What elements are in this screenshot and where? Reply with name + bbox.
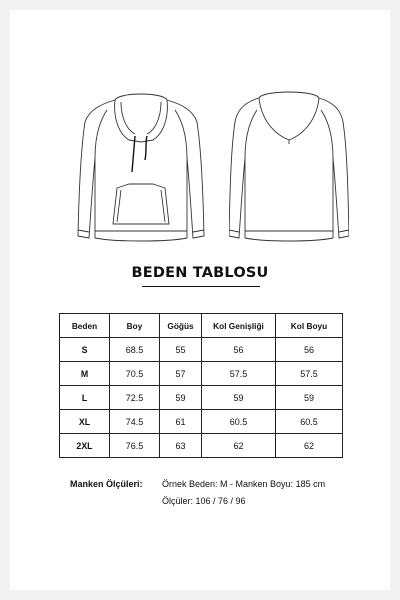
- mannequin-label: Manken Ölçüleri:: [70, 479, 143, 489]
- table-row: [60, 410, 343, 434]
- boy-cell: 72.5: [110, 386, 160, 410]
- gogus-cell: 55: [160, 338, 202, 362]
- kol-boyu-cell: 59: [276, 386, 343, 410]
- kol-boyu-cell: 60.5: [276, 410, 343, 434]
- boy-cell: 70.5: [110, 362, 160, 386]
- kol-boyu-cell: 57.5: [276, 362, 343, 386]
- boy-cell: 68.5: [110, 338, 160, 362]
- size-table: [59, 313, 343, 458]
- size-cell: 2XL: [60, 434, 110, 458]
- kol-boyu-cell: 62: [276, 434, 343, 458]
- kol-genisligi-cell: 60.5: [202, 410, 276, 434]
- size-cell: M: [60, 362, 110, 386]
- mannequin-sample-size: Örnek Beden: M - Manken Boyu: 185 cm: [162, 479, 326, 489]
- header-gogus: Göğüs: [160, 314, 202, 338]
- size-cell: XL: [60, 410, 110, 434]
- hoodie-back-illustration: [229, 88, 349, 248]
- kol-genisligi-cell: 56: [202, 338, 276, 362]
- header-kol-genisligi: Kol Genişliği: [202, 314, 276, 338]
- size-chart-card: [10, 10, 390, 590]
- title-underline: [142, 286, 260, 287]
- boy-cell: 76.5: [110, 434, 160, 458]
- hoodie-front-illustration: [77, 88, 205, 248]
- header-beden: Beden: [60, 314, 110, 338]
- header-kol-boyu: Kol Boyu: [276, 314, 343, 338]
- kol-boyu-cell: 56: [276, 338, 343, 362]
- table-header-row: [60, 314, 343, 338]
- gogus-cell: 63: [160, 434, 202, 458]
- kol-genisligi-cell: 57.5: [202, 362, 276, 386]
- mannequin-measurements: Ölçüler: 106 / 76 / 96: [162, 496, 246, 506]
- table-row: [60, 386, 343, 410]
- gogus-cell: 59: [160, 386, 202, 410]
- gogus-cell: 61: [160, 410, 202, 434]
- kol-genisligi-cell: 62: [202, 434, 276, 458]
- boy-cell: 74.5: [110, 410, 160, 434]
- table-row: [60, 434, 343, 458]
- table-row: [60, 338, 343, 362]
- kol-genisligi-cell: 59: [202, 386, 276, 410]
- size-chart-title: BEDEN TABLOSU: [131, 265, 269, 281]
- gogus-cell: 57: [160, 362, 202, 386]
- size-cell: L: [60, 386, 110, 410]
- header-boy: Boy: [110, 314, 160, 338]
- table-row: [60, 362, 343, 386]
- size-cell: S: [60, 338, 110, 362]
